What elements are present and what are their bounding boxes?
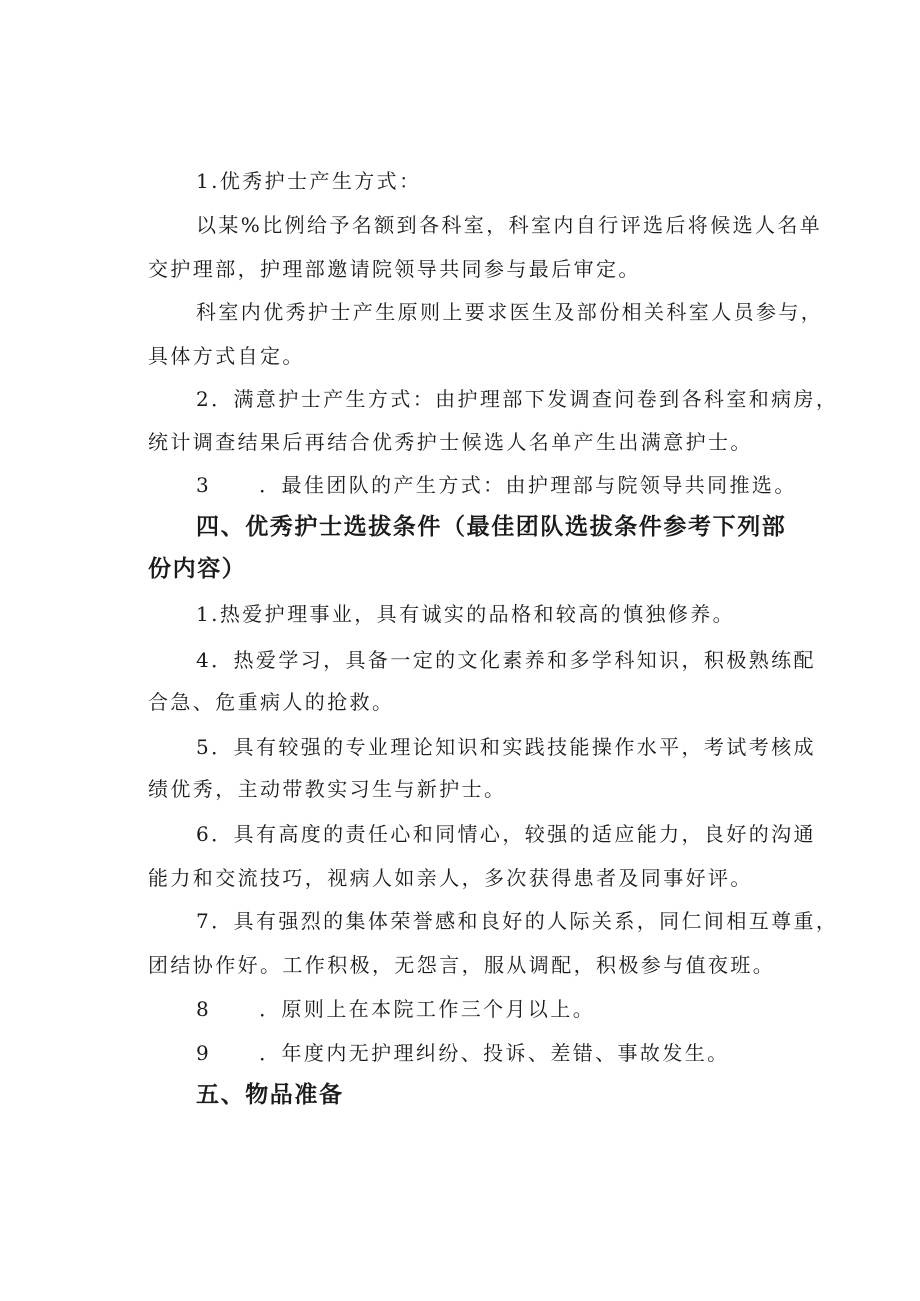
criterion-8-number: 8	[196, 997, 212, 1021]
criterion-6-line-2: 能力和交流技巧，视病人如亲人，多次获得患者及同事好评。	[148, 866, 753, 890]
criterion-9-line	[196, 1039, 730, 1067]
section-2-line-1: 2．满意护士产生方式：由护理部下发调查问卷到各科室和病房，	[196, 387, 839, 411]
criterion-8-text: ．原则上在本院工作三个月以上。	[259, 997, 596, 1021]
criterion-7-line-2: 团结协作好。工作积极，无怨言，服从调配，积极参与值夜班。	[148, 953, 776, 977]
criterion-5-line-2: 绩优秀，主动带教实习生与新护士。	[148, 777, 507, 801]
section-1-paragraph-1-line-2: 交护理部，护理部邀请院领导共同参与最后审定。	[148, 257, 641, 281]
heading-5: 五、物品准备	[196, 1082, 344, 1108]
section-2-line-2: 统计调查结果后再结合优秀护士候选人名单产生出满意护士。	[148, 430, 753, 454]
criterion-4-line-1: 4．热爱学习，具备一定的文化素养和多学科知识，积极熟练配	[196, 648, 816, 672]
criterion-4-line-2: 合急、危重病人的抢救。	[148, 690, 395, 714]
section-3-line	[196, 471, 797, 499]
criterion-8-line	[196, 995, 595, 1023]
section-1-paragraph-2-line-2: 具体方式自定。	[148, 344, 305, 368]
section-1-paragraph-2-line-1: 科室内优秀护士产生原则上要求医生及部份相关科室人员参与，	[196, 300, 824, 324]
section-3-text: ．最佳团队的产生方式：由护理部与院领导共同推选。	[259, 473, 797, 497]
criterion-5-line-1: 5．具有较强的专业理论知识和实践技能操作水平，考试考核成	[196, 735, 816, 759]
section-1-title: 1.优秀护士产生方式：	[196, 169, 422, 193]
criterion-6-line-1: 6．具有高度的责任心和同情心，较强的适应能力，良好的沟通	[196, 822, 816, 846]
criterion-9-number: 9	[196, 1041, 212, 1065]
criterion-1: 1.热爱护理事业，具有诚实的品格和较高的慎独修养。	[196, 602, 736, 626]
criterion-7-line-1: 7．具有强烈的集体荣誉感和良好的人际关系，同仁间相互尊重，	[196, 909, 839, 933]
heading-4-line-1: 四、优秀护士选拔条件（最佳团队选拔条件参考下列部	[196, 514, 787, 540]
criterion-9-text: ．年度内无护理纠纷、投诉、差错、事故发生。	[259, 1041, 730, 1065]
section-3-number: 3	[196, 473, 212, 497]
heading-4-line-2: 份内容）	[148, 556, 247, 582]
section-1-paragraph-1-line-1: 以某%比例给予名额到各科室，科室内自行评选后将候选人名单	[196, 213, 823, 237]
